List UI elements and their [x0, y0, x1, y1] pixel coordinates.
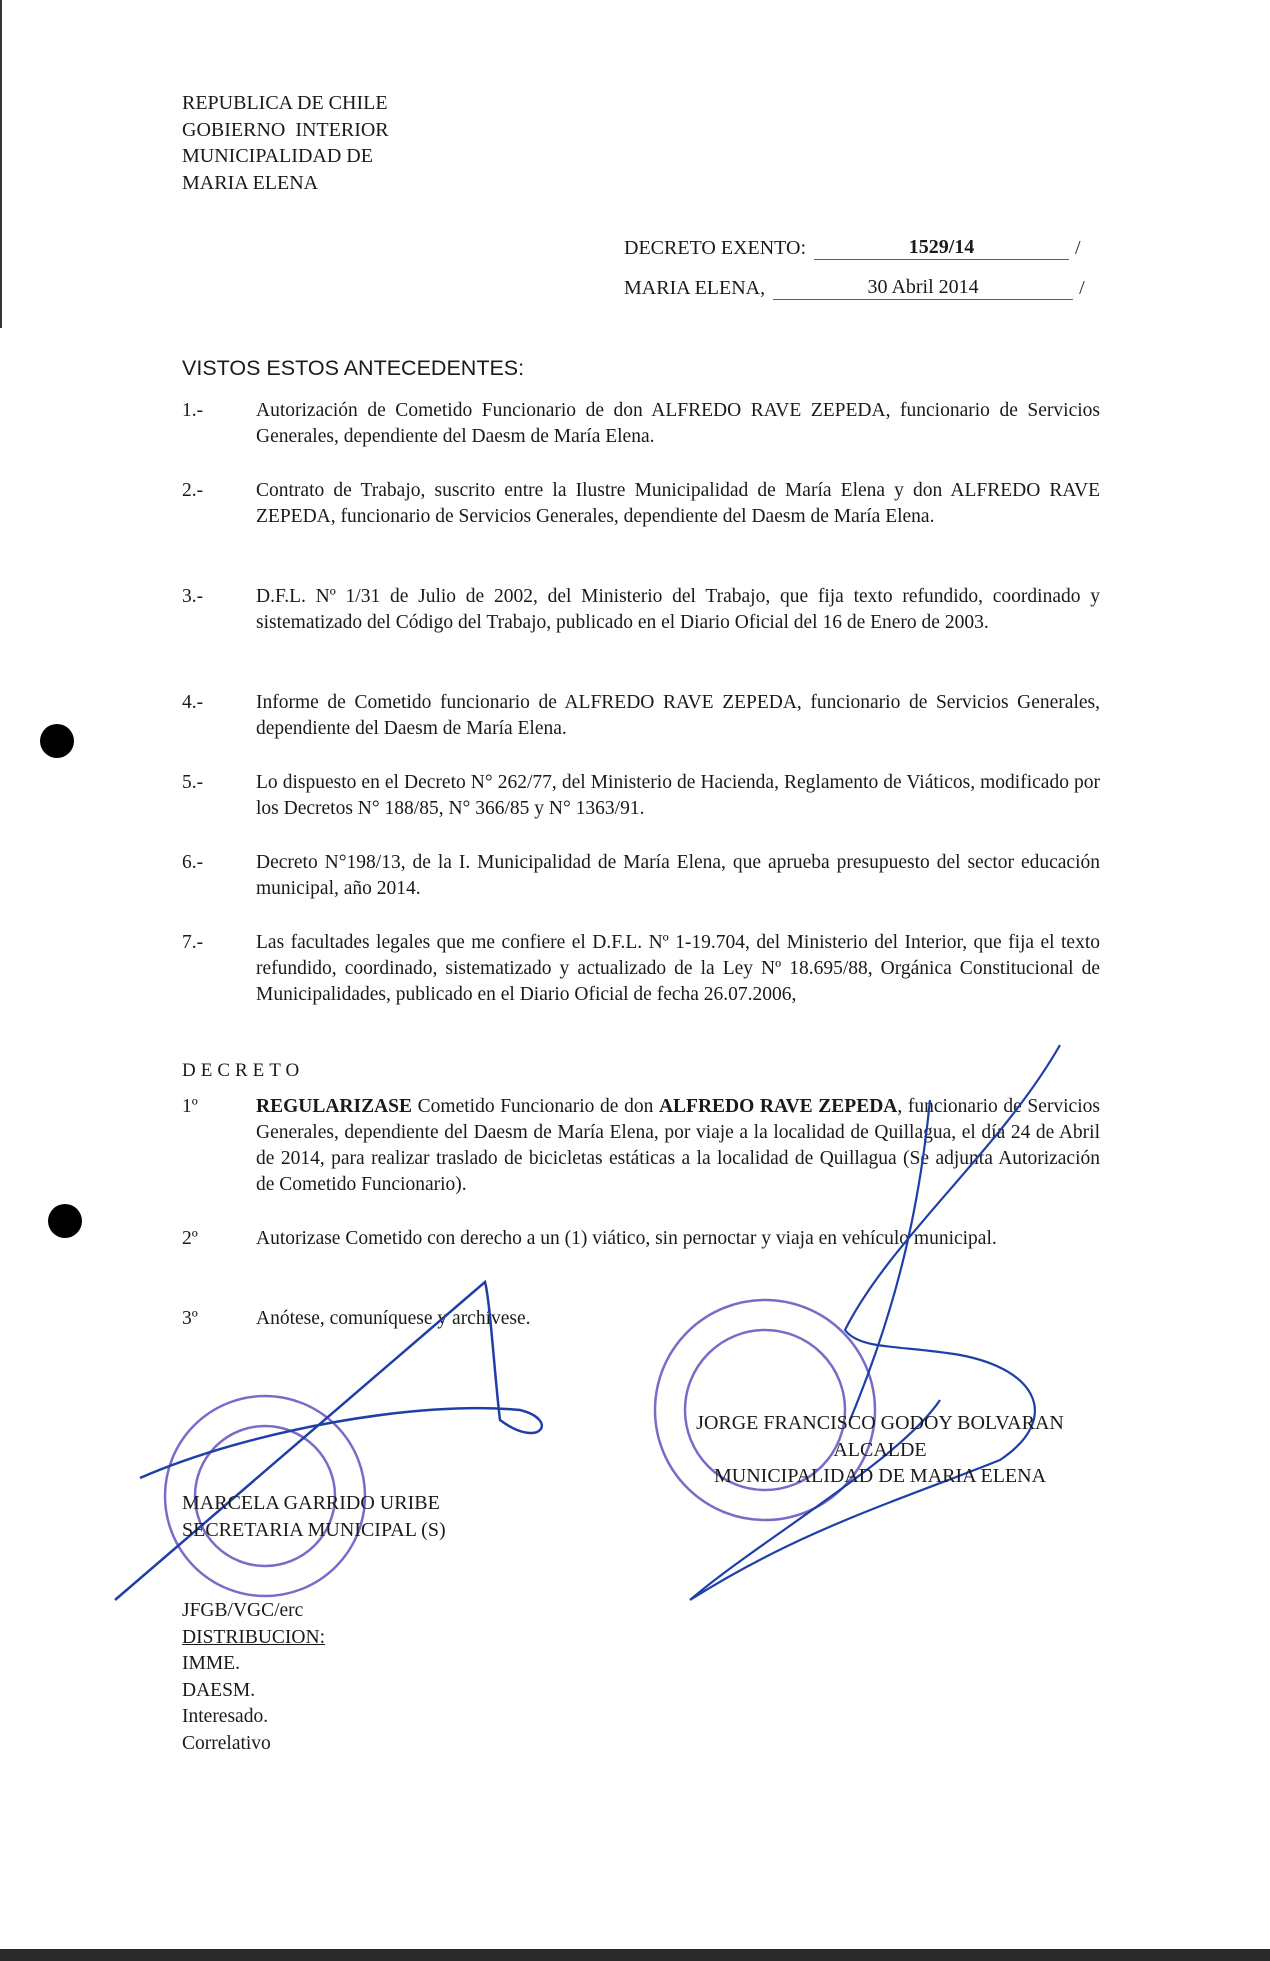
header-line: MUNICIPALIDAD DE: [182, 145, 373, 167]
vistos-item: [182, 690, 1100, 742]
vistos-item: [182, 770, 1100, 822]
decree-number: [624, 236, 1081, 260]
distribution: [182, 1598, 325, 1757]
item-number: 1º: [182, 1096, 198, 1117]
signer-title: SECRETARIA MUNICIPAL (S): [182, 1518, 446, 1541]
decree-date-slash: /: [1079, 277, 1085, 299]
item-text: Anótese, comuníquese y archívese.: [256, 1308, 531, 1329]
item-number: 5.-: [182, 772, 204, 793]
item-text: Las facultades legales que me confiere el D.F.L. Nº 1-19.704, del Ministerio del Interior, que fija el texto refundido, coordinado, sistematizado y actualizado de la Ley Nº 18.695/88, Orgánica Constitucional de Municipalidades, publicado en el Diario Oficial de fecha 26.07.2006,: [256, 932, 1100, 1005]
header-line: REPUBLICA DE CHILE: [182, 92, 388, 114]
item-number: 3.-: [182, 586, 204, 607]
item-number: 2º: [182, 1228, 198, 1249]
decree-date: [624, 276, 1085, 300]
item-number: 6.-: [182, 852, 204, 873]
vistos-title: VISTOS ESTOS ANTECEDENTES:: [182, 356, 525, 380]
scan-edge-bottom: [0, 1949, 1270, 1961]
decree-number-label: DECRETO EXENTO:: [624, 237, 807, 259]
vistos-item: [182, 584, 1100, 636]
item-text: Cometido Funcionario de don: [412, 1096, 659, 1117]
decreto-item: [182, 1306, 1100, 1332]
header-line: GOBIERNO INTERIOR: [182, 118, 389, 141]
vistos-item: [182, 850, 1100, 902]
item-person: ALFREDO RAVE ZEPEDA: [658, 1096, 898, 1117]
item-text: Informe de Cometido funcionario de ALFREDO RAVE ZEPEDA, funcionario de Servicios Generales, dependiente del Daesm de María Elena.: [256, 692, 1100, 739]
recipient: IMME.: [182, 1653, 240, 1674]
item-number: 2.-: [182, 480, 204, 501]
signature-block-secretary: [182, 1490, 446, 1543]
vistos-item: [182, 398, 1100, 450]
recipient: Correlativo: [182, 1732, 271, 1754]
scan-edge-left: [0, 0, 2, 328]
decree-number-slash: /: [1075, 237, 1081, 259]
vistos-item: [182, 930, 1100, 1008]
signer-name: MARCELA GARRIDO URIBE: [182, 1492, 440, 1514]
punch-hole: [40, 724, 74, 758]
recipient: Interesado.: [182, 1706, 269, 1727]
item-number: 4.-: [182, 692, 204, 713]
item-number: 3º: [182, 1308, 198, 1329]
punch-hole: [48, 1204, 82, 1238]
vistos-item: [182, 478, 1100, 530]
decree-date-label: MARIA ELENA,: [624, 277, 766, 299]
signer-title: ALCALDE: [833, 1438, 927, 1461]
item-text: Decreto N°198/13, de la I. Municipalidad de María Elena, que aprueba presupuesto del sector educación municipal, año 2014.: [256, 852, 1100, 899]
signer-name: JORGE FRANCISCO GODOY BOLVARAN: [696, 1412, 1064, 1434]
decree-number-value: 1529/14: [814, 236, 1069, 260]
item-text: Autorizase Cometido con derecho a un (1) viático, sin pernoctar y viaja en vehículo municipal.: [256, 1228, 997, 1249]
item-number: 1.-: [182, 400, 204, 421]
distribution-title: DISTRIBUCION:: [182, 1626, 326, 1648]
item-text: D.F.L. Nº 1/31 de Julio de 2002, del Ministerio del Trabajo, que fija texto refundido, coordinado y sistematizado del Código del Trabajo, publicado en el Diario Oficial del 16 de Enero de 2003.: [256, 586, 1100, 633]
header-line: MARIA ELENA: [182, 171, 319, 194]
initials: JFGB/VGC/erc: [182, 1600, 304, 1621]
decreto-item: [182, 1094, 1100, 1198]
item-text: Autorización de Cometido Funcionario de don ALFREDO RAVE ZEPEDA, funcionario de Servicios Generales, dependiente del Daesm de María Elena.: [256, 400, 1100, 447]
signer-org: MUNICIPALIDAD DE MARIA ELENA: [713, 1465, 1047, 1487]
decreto-title: DECRETO: [182, 1060, 305, 1081]
item-text: Lo dispuesto en el Decreto N° 262/77, del Ministerio de Hacienda, Reglamento de Viáticos, modificado por los Decretos N° 188/85, N° 366/85 y N° 1363/91.: [256, 772, 1100, 819]
item-keyword: REGULARIZASE: [256, 1096, 413, 1117]
item-text: Contrato de Trabajo, suscrito entre la Ilustre Municipalidad de María Elena y don ALFREDO RAVE ZEPEDA, funcionario de Servicios Generales, dependiente del Daesm de María Elena.: [256, 480, 1100, 527]
decreto-item: [182, 1226, 1100, 1252]
item-number: 7.-: [182, 932, 204, 953]
recipient: DAESM.: [182, 1679, 256, 1701]
signature-block-mayor: [660, 1410, 1100, 1490]
issuer-header: [182, 90, 389, 196]
decree-date-value: 30 Abril 2014: [773, 276, 1073, 300]
item-text: , funcionario de Servicios Generales, dependiente del Daesm de María Elena, por viaje a la localidad de Quillagua, el día 24 de Abril de 2014, para realizar traslado de bicicletas estáticas a la localidad de Quillagua (Se adjunta Autorización de Cometido Funcionario).: [256, 1096, 1100, 1195]
